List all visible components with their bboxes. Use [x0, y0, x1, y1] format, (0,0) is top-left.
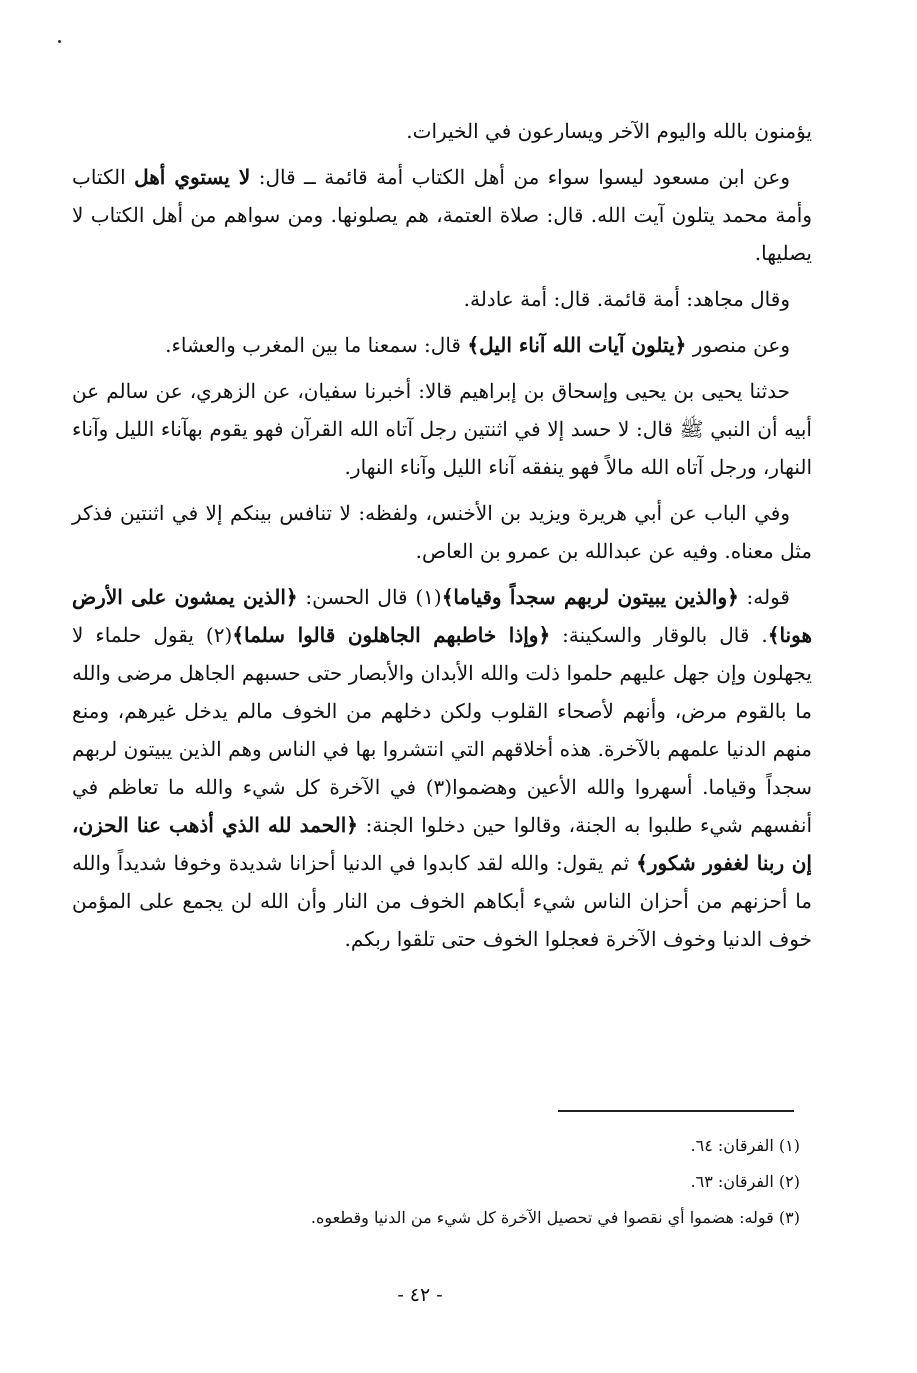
- text-segment: يؤمنون بالله واليوم الآخر ويسارعون في الخيرات.: [406, 119, 812, 143]
- quoted-text: ﴿والذين يبيتون لربهم سجداً وقياما﴾: [441, 585, 739, 609]
- paragraph: [72, 326, 812, 364]
- paragraph: [72, 494, 812, 570]
- paragraph: [72, 578, 812, 958]
- paragraph: [72, 280, 812, 318]
- page-number: - ٤٢ -: [397, 1284, 443, 1306]
- text-segment: ثم يقول: والله لقد كابدوا في الدنيا أحزانا شديدة وخوفا شديداً والله ما أحزنهم من أحزان الناس شيء أبكاهم الخوف من النار وأن الله لن يجمع على المؤمن خوف الدنيا وخوف الآخرة فعجلوا الخوف حتى تلقوا ربكم.: [72, 851, 812, 951]
- quoted-text: ﴿الذين يمشون على الأرض هونا﴾: [72, 585, 812, 647]
- quoted-text: ﴿يتلون آيات الله آناء اليل﴾: [467, 333, 687, 357]
- footnote: (٢) الفرقان: ٦٣.: [690, 1172, 800, 1191]
- footnotes-block: [200, 1128, 800, 1236]
- text-segment: وعن منصور: [686, 333, 790, 357]
- paragraph: [72, 372, 812, 486]
- text-segment: . قال بالوقار والسكينة:: [550, 623, 768, 647]
- scan-speck: [58, 40, 61, 43]
- text-segment: الكتاب وأمة محمد يتلون آيت الله. قال: صلاة العتمة، هم يصلونها. ومن سواهم من أهل الكتاب لا يصليها.: [72, 165, 812, 265]
- footnote: (١) الفرقان: ٦٤.: [690, 1136, 800, 1155]
- main-text-block: [72, 112, 812, 966]
- paragraph: [72, 112, 812, 150]
- quoted-text: ﴿الحمد لله الذي أذهب عنا الحزن، إن ربنا لغفور شكور﴾: [72, 813, 812, 875]
- text-segment: حدثنا يحيى بن يحيى وإسحاق بن إبراهيم قالا: أخبرنا سفيان، عن الزهري، عن سالم عن أبيه أن النبي ﷺ قال: لا حسد إلا في اثنتين رجل آتاه الله القرآن فهو يقوم بهآناء الليل وآناء النهار، ورجل آتاه الله مالاً فهو ينفقه آناء الليل وآناء النهار.: [72, 379, 812, 479]
- text-segment: (٢) يقول حلماء لا يجهلون وإن جهل عليهم حلموا ذلت والله الأبدان والأبصار حتى حسبهم الجاهل مرضى والله ما بالقوم مرض، وأنهم لأصحاء القلوب ولكن دخلهم من الخوف مالم يدخل غيرهم، ومنع منهم الدنيا علمهم بالآخرة. هذه أخلاقهم التي انتشروا بها في الناس وهم الذين يبيتون لربهم سجداً وقياما. أسهروا والله الأعين وهضموا(٣) في الآخرة كل شيء والله ما تعاظم في أنفسهم شيء طلبوا به الجنة، وقالوا حين دخلوا الجنة:: [72, 623, 812, 837]
- text-segment: قال: سمعنا ما بين المغرب والعشاء.: [165, 333, 468, 357]
- quoted-text: لا يستوي أهل: [134, 165, 251, 189]
- text-segment: وعن ابن مسعود ليسوا سواء من أهل الكتاب أمة قائمة ــ قال:: [250, 165, 790, 189]
- text-segment: وفي الباب عن أبي هريرة ويزيد بن الأخنس، ولفظه: لا تنافس بينكم إلا في اثنتين فذكر مثل معناه. وفيه عن عبدالله بن عمرو بن العاص.: [72, 501, 812, 563]
- quoted-text: ﴿وإذا خاطبهم الجاهلون قالوا سلما﴾: [232, 623, 551, 647]
- paragraph: [72, 158, 812, 272]
- footnote-separator: [558, 1110, 794, 1112]
- footnote: (٣) قوله: هضموا أي نقصوا في تحصيل الآخرة كل شيء من الدنيا وقطعوه.: [310, 1208, 800, 1227]
- text-segment: قوله:: [738, 585, 790, 609]
- text-segment: وقال مجاهد: أمة قائمة. قال: أمة عادلة.: [463, 287, 790, 311]
- text-segment: (١) قال الحسن:: [297, 585, 442, 609]
